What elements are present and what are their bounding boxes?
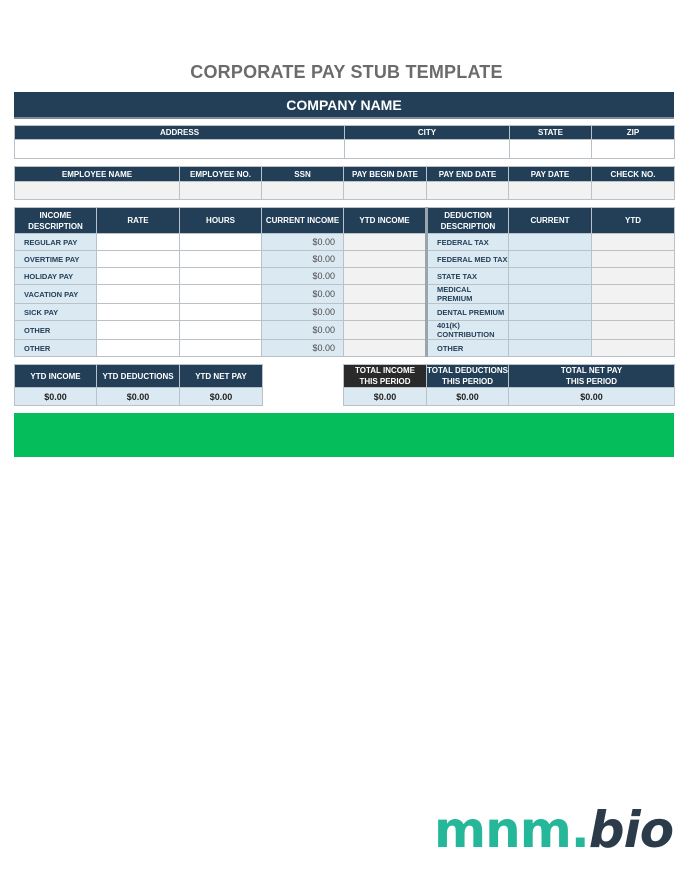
hours-cell[interactable] bbox=[180, 268, 262, 285]
income-description-header bbox=[15, 208, 97, 234]
table-row bbox=[15, 268, 675, 285]
ytd-income-summary-header: YTD INCOME bbox=[15, 365, 97, 388]
ytd-net-pay-value[interactable]: $0.00 bbox=[180, 388, 263, 406]
hours-cell[interactable] bbox=[180, 234, 262, 251]
table-row bbox=[15, 285, 675, 304]
total-net-pay-header-line1: TOTAL NET PAY bbox=[560, 366, 623, 375]
address-header: ADDRESS bbox=[15, 126, 345, 140]
current-income-cell[interactable]: $0.00 bbox=[262, 340, 344, 357]
deduction-current-cell[interactable] bbox=[509, 268, 592, 285]
deduction-label: FEDERAL MED TAX bbox=[427, 251, 509, 268]
hours-cell[interactable] bbox=[180, 285, 262, 304]
pay-end-date-header: PAY END DATE bbox=[427, 167, 509, 182]
income-deduction-table bbox=[14, 207, 675, 357]
current-income-cell[interactable]: $0.00 bbox=[262, 251, 344, 268]
deduction-description-header-line1: DEDUCTION bbox=[444, 210, 492, 220]
rate-cell[interactable] bbox=[97, 285, 180, 304]
deduction-description-header bbox=[427, 208, 509, 234]
page-title: CORPORATE PAY STUB TEMPLATE bbox=[190, 62, 503, 82]
pay-begin-date-header: PAY BEGIN DATE bbox=[344, 167, 427, 182]
state-field[interactable] bbox=[510, 140, 592, 159]
rate-cell[interactable] bbox=[97, 340, 180, 357]
current-income-cell[interactable]: $0.00 bbox=[262, 304, 344, 321]
pay-begin-date-field[interactable] bbox=[344, 182, 427, 200]
deduction-current-cell[interactable] bbox=[509, 234, 592, 251]
income-description-header-line2: DESCRIPTION bbox=[28, 221, 83, 231]
income-label: SICK PAY bbox=[15, 304, 97, 321]
ytd-income-cell[interactable] bbox=[344, 340, 427, 357]
deduction-ytd-header: YTD bbox=[592, 208, 675, 234]
ytd-income-cell[interactable] bbox=[344, 251, 427, 268]
pay-date-field[interactable] bbox=[509, 182, 592, 200]
zip-header: ZIP bbox=[592, 126, 675, 140]
rate-header: RATE bbox=[97, 208, 180, 234]
current-income-cell[interactable]: $0.00 bbox=[262, 285, 344, 304]
total-net-pay-value[interactable]: $0.00 bbox=[509, 388, 675, 406]
company-name-banner[interactable]: COMPANY NAME bbox=[14, 92, 674, 119]
ssn-header: SSN bbox=[262, 167, 344, 182]
ytd-income-cell[interactable] bbox=[344, 304, 427, 321]
pay-end-date-field[interactable] bbox=[427, 182, 509, 200]
total-net-pay-header-line2: THIS PERIOD bbox=[565, 377, 618, 386]
rate-cell[interactable] bbox=[97, 321, 180, 340]
current-income-cell[interactable]: $0.00 bbox=[262, 321, 344, 340]
deduction-ytd-cell[interactable] bbox=[592, 234, 675, 251]
address-field[interactable] bbox=[15, 140, 345, 159]
ytd-deductions-header: YTD DEDUCTIONS bbox=[97, 365, 180, 388]
hours-cell[interactable] bbox=[180, 251, 262, 268]
ytd-income-cell[interactable] bbox=[344, 234, 427, 251]
total-deductions-header-line1: TOTAL DEDUCTIONS bbox=[427, 366, 508, 375]
ytd-income-cell[interactable] bbox=[344, 268, 427, 285]
deduction-current-cell[interactable] bbox=[509, 340, 592, 357]
table-row bbox=[15, 340, 675, 357]
ytd-summary-table bbox=[14, 364, 263, 406]
deduction-current-cell[interactable] bbox=[509, 251, 592, 268]
ytd-net-pay-header: YTD NET PAY bbox=[180, 365, 263, 388]
total-deductions-value[interactable]: $0.00 bbox=[427, 388, 509, 406]
ytd-income-header: YTD INCOME bbox=[344, 208, 427, 234]
rate-cell[interactable] bbox=[97, 268, 180, 285]
deduction-description-header-line2: DESCRIPTION bbox=[440, 221, 496, 231]
deduction-label: DENTAL PREMIUM bbox=[427, 304, 509, 321]
logo-part-bio: bio bbox=[588, 801, 674, 859]
table-row bbox=[15, 321, 675, 340]
check-no-field[interactable] bbox=[592, 182, 675, 200]
period-summary-table bbox=[343, 364, 675, 406]
address-table bbox=[14, 125, 675, 159]
mnm-bio-logo bbox=[434, 800, 674, 860]
rate-cell[interactable] bbox=[97, 251, 180, 268]
total-income-this-period-header bbox=[344, 365, 427, 388]
logo-part-mnm: mnm. bbox=[434, 801, 589, 859]
employee-table bbox=[14, 166, 675, 200]
deduction-ytd-cell[interactable] bbox=[592, 321, 675, 340]
deduction-ytd-cell[interactable] bbox=[592, 268, 675, 285]
deduction-label: OTHER bbox=[427, 340, 509, 357]
deduction-ytd-cell[interactable] bbox=[592, 251, 675, 268]
deduction-current-cell[interactable] bbox=[509, 304, 592, 321]
state-header: STATE bbox=[510, 126, 592, 140]
hours-header: HOURS bbox=[180, 208, 262, 234]
green-footer-bar bbox=[14, 413, 674, 457]
total-income-value[interactable]: $0.00 bbox=[344, 388, 427, 406]
hours-cell[interactable] bbox=[180, 340, 262, 357]
income-label: REGULAR PAY bbox=[15, 234, 97, 251]
current-income-header: CURRENT INCOME bbox=[262, 208, 344, 234]
total-deductions-this-period-header bbox=[427, 365, 509, 388]
total-net-pay-this-period-header bbox=[509, 365, 675, 388]
deduction-current-cell[interactable] bbox=[509, 321, 592, 340]
deduction-ytd-cell[interactable] bbox=[592, 304, 675, 321]
deduction-current-cell[interactable] bbox=[509, 285, 592, 304]
ytd-deductions-value[interactable]: $0.00 bbox=[97, 388, 180, 406]
ytd-income-cell[interactable] bbox=[344, 321, 427, 340]
employee-name-header: EMPLOYEE NAME bbox=[15, 167, 180, 182]
city-header: CITY bbox=[345, 126, 510, 140]
deduction-label: 401(K) CONTRIBUTION bbox=[427, 321, 509, 340]
income-description-header-line1: INCOME bbox=[39, 210, 72, 220]
table-row bbox=[15, 304, 675, 321]
rate-cell[interactable] bbox=[97, 304, 180, 321]
table-row bbox=[15, 234, 675, 251]
total-income-header-line2: THIS PERIOD bbox=[359, 377, 411, 386]
current-income-cell[interactable]: $0.00 bbox=[262, 234, 344, 251]
income-label: VACATION PAY bbox=[15, 285, 97, 304]
current-income-cell[interactable]: $0.00 bbox=[262, 268, 344, 285]
deduction-current-header: CURRENT bbox=[509, 208, 592, 234]
deduction-ytd-cell[interactable] bbox=[592, 340, 675, 357]
deduction-label: FEDERAL TAX bbox=[427, 234, 509, 251]
hours-cell[interactable] bbox=[180, 321, 262, 340]
pay-date-header: PAY DATE bbox=[509, 167, 592, 182]
deduction-ytd-cell[interactable] bbox=[592, 285, 675, 304]
city-field[interactable] bbox=[345, 140, 510, 159]
check-no-header: CHECK NO. bbox=[592, 167, 675, 182]
deduction-label: MEDICAL PREMIUM bbox=[427, 285, 509, 304]
total-income-header-line1: TOTAL INCOME bbox=[355, 366, 415, 375]
rate-cell[interactable] bbox=[97, 234, 180, 251]
income-label: HOLIDAY PAY bbox=[15, 268, 97, 285]
ytd-income-value[interactable]: $0.00 bbox=[15, 388, 97, 406]
employee-no-field[interactable] bbox=[180, 182, 262, 200]
employee-no-header: EMPLOYEE NO. bbox=[180, 167, 262, 182]
zip-field[interactable] bbox=[592, 140, 675, 159]
hours-cell[interactable] bbox=[180, 304, 262, 321]
income-label: OTHER bbox=[15, 321, 97, 340]
ytd-income-cell[interactable] bbox=[344, 285, 427, 304]
ssn-field[interactable] bbox=[262, 182, 344, 200]
income-label: OTHER bbox=[15, 340, 97, 357]
table-row bbox=[15, 251, 675, 268]
income-label: OVERTIME PAY bbox=[15, 251, 97, 268]
deduction-label: STATE TAX bbox=[427, 268, 509, 285]
employee-name-field[interactable] bbox=[15, 182, 180, 200]
total-deductions-header-line2: THIS PERIOD bbox=[441, 377, 494, 386]
